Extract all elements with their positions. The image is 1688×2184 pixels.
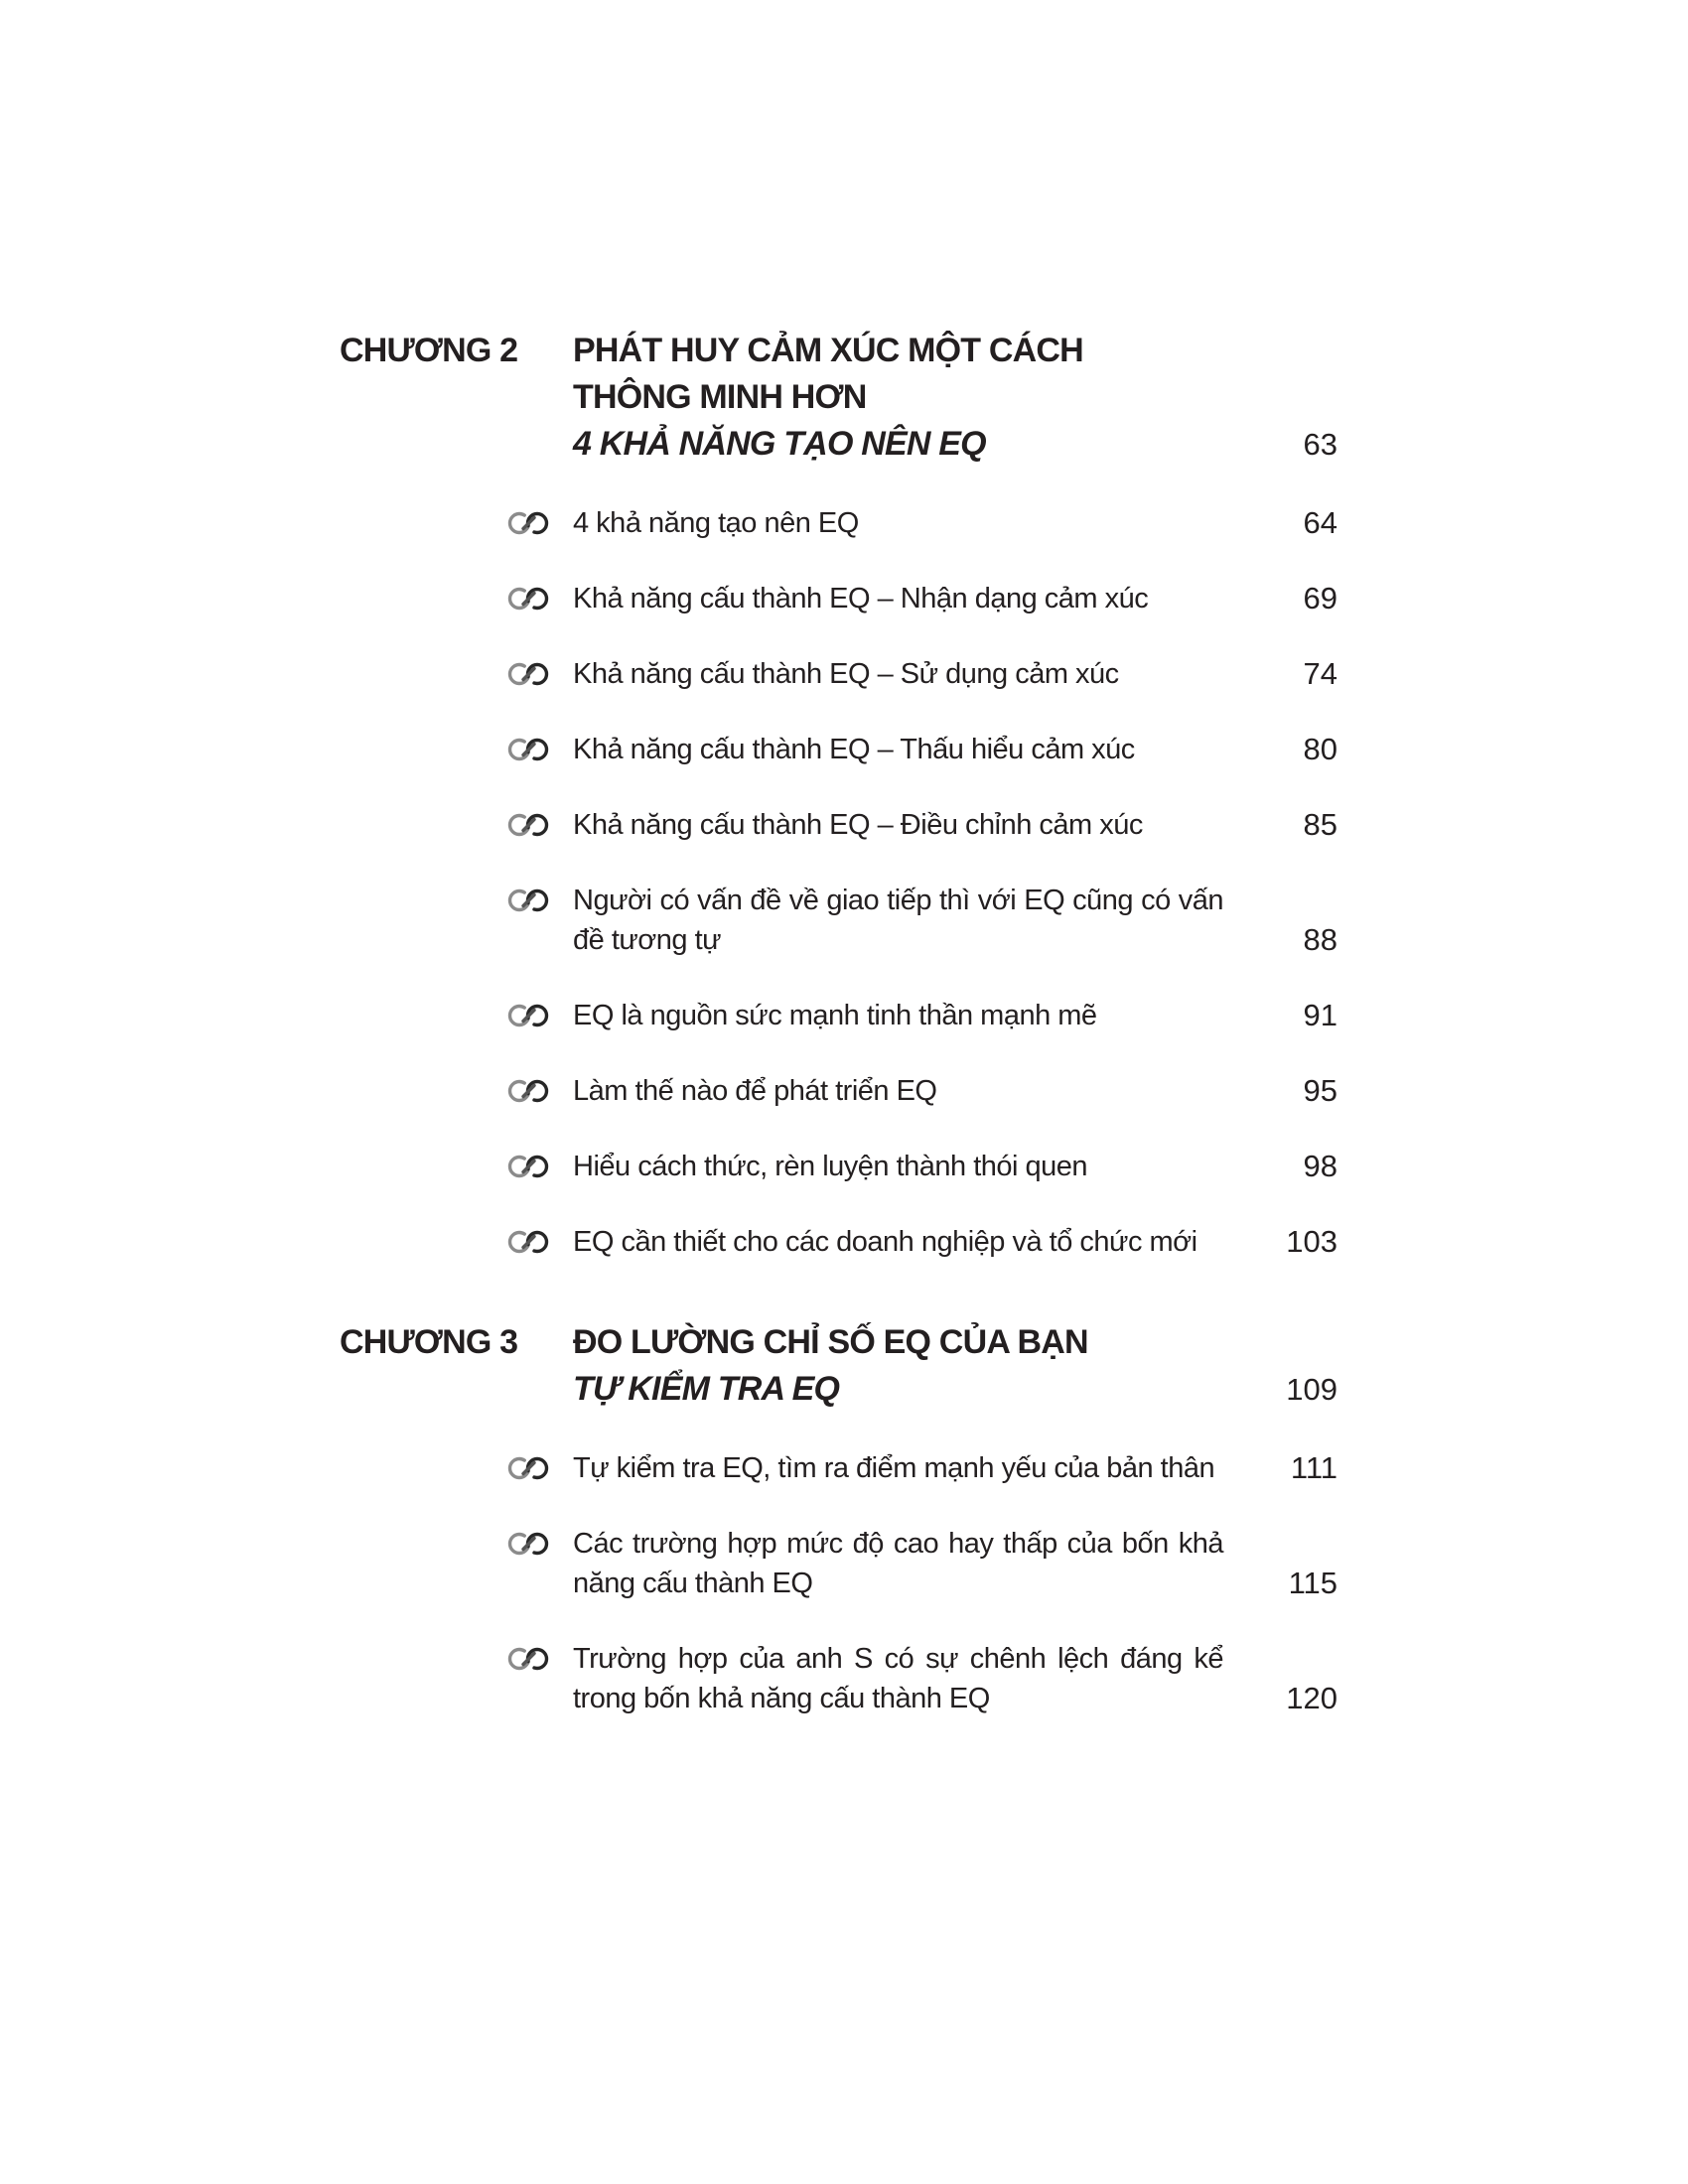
chapter-heading — [340, 1319, 1337, 1413]
toc-item-page-number: 69 — [1303, 581, 1337, 615]
linked-rings-icon — [506, 1645, 552, 1673]
chapter-page-number: 63 — [1303, 427, 1337, 462]
linked-rings-icon — [506, 1077, 552, 1105]
linked-rings-icon — [506, 887, 552, 914]
chapter-title-line: ĐO LƯỜNG CHỈ SỐ EQ CỦA BẠN — [573, 1323, 1088, 1361]
toc-item-title: Khả năng cấu thành EQ – Nhận dạng cảm xúc — [573, 583, 1149, 614]
toc-item-page-number: 103 — [1286, 1224, 1337, 1259]
item-icon-wrap — [506, 1454, 552, 1482]
chapter-label: CHƯƠNG 2 — [340, 332, 518, 369]
linked-rings-icon — [506, 509, 552, 537]
linked-rings-icon — [506, 1454, 552, 1482]
toc-item-title: Hiểu cách thức, rèn luyện thành thói quen — [573, 1151, 1088, 1182]
toc-item-title: EQ cần thiết cho các doanh nghiệp và tổ chức mới — [573, 1226, 1197, 1258]
toc-item-page-number: 120 — [1286, 1681, 1337, 1715]
chapter-subtitle: TỰ KIỂM TRA EQ — [573, 1370, 840, 1408]
toc-item-title: Khả năng cấu thành EQ – Điều chỉnh cảm xúc — [573, 809, 1143, 841]
linked-rings-icon — [506, 736, 552, 763]
linked-rings-icon — [506, 1228, 552, 1256]
toc-item-title: 4 khả năng tạo nên EQ — [573, 507, 859, 539]
item-icon-wrap — [506, 1228, 552, 1256]
chapter-block-3 — [340, 1319, 1337, 1718]
toc-item-row — [340, 1639, 1337, 1718]
linked-rings-icon — [506, 1530, 552, 1558]
item-icon-wrap — [506, 736, 552, 763]
chapter-title-line: THÔNG MINH HƠN — [573, 378, 867, 416]
toc-item-row — [340, 1147, 1337, 1186]
linked-rings-icon — [506, 585, 552, 613]
toc-item-page-number: 91 — [1303, 998, 1337, 1032]
toc-item-page-number: 88 — [1303, 922, 1337, 957]
chapter-title-line: PHÁT HUY CẢM XÚC MỘT CÁCH — [573, 332, 1083, 369]
item-icon-wrap — [506, 1530, 552, 1558]
item-icon-wrap — [506, 1153, 552, 1180]
toc-item-row — [340, 1448, 1337, 1488]
toc-item-page-number: 115 — [1288, 1566, 1337, 1600]
toc-item-title: Trường hợp của anh S có sự chênh lệch đáng kể trong bốn khả năng cấu thành EQ — [573, 1643, 1223, 1714]
toc-item-row — [340, 1524, 1337, 1603]
toc-item-title: Các trường hợp mức độ cao hay thấp của bốn khả năng cấu thành EQ — [573, 1528, 1223, 1599]
chapter-page-number: 109 — [1286, 1372, 1337, 1407]
linked-rings-icon — [506, 1002, 552, 1029]
toc-item-title: Tự kiểm tra EQ, tìm ra điểm mạnh yếu của bản thân — [573, 1452, 1215, 1484]
chapter-heading — [340, 328, 1337, 468]
item-icon-wrap — [506, 1077, 552, 1105]
linked-rings-icon — [506, 811, 552, 839]
toc-item-row — [340, 579, 1337, 618]
item-icon-wrap — [506, 660, 552, 688]
toc-item-row — [340, 730, 1337, 769]
chapter-label: CHƯƠNG 3 — [340, 1323, 518, 1361]
toc-item-row — [340, 1071, 1337, 1111]
toc-item-title: EQ là nguồn sức mạnh tinh thần mạnh mẽ — [573, 1000, 1097, 1031]
toc-item-page-number: 111 — [1290, 1450, 1337, 1485]
toc-item-row — [340, 805, 1337, 845]
chapter-titles — [573, 328, 1223, 468]
toc-item-row — [340, 996, 1337, 1035]
toc-item-title: Khả năng cấu thành EQ – Sử dụng cảm xúc — [573, 658, 1119, 690]
item-icon-wrap — [506, 1002, 552, 1029]
toc-item-title: Người có vấn đề về giao tiếp thì với EQ cũng có vấn đề tương tự — [573, 885, 1223, 956]
toc-item-page-number: 80 — [1303, 732, 1337, 766]
item-icon-wrap — [506, 1645, 552, 1673]
item-icon-wrap — [506, 887, 552, 914]
toc — [340, 328, 1337, 1718]
linked-rings-icon — [506, 660, 552, 688]
toc-item-row — [340, 503, 1337, 543]
toc-item-page-number: 98 — [1303, 1149, 1337, 1183]
chapter-titles — [573, 1319, 1223, 1413]
toc-item-title: Khả năng cấu thành EQ – Thấu hiểu cảm xúc — [573, 734, 1135, 765]
linked-rings-icon — [506, 1153, 552, 1180]
item-icon-wrap — [506, 585, 552, 613]
toc-item-title: Làm thế nào để phát triển EQ — [573, 1075, 937, 1107]
toc-item-page-number: 85 — [1303, 807, 1337, 842]
chapter-subtitle: 4 KHẢ NĂNG TẠO NÊN EQ — [573, 425, 986, 463]
toc-item-row — [340, 881, 1337, 960]
chapter-block-2 — [340, 328, 1337, 1262]
toc-item-page-number: 64 — [1303, 505, 1337, 540]
toc-item-row — [340, 654, 1337, 694]
toc-item-page-number: 74 — [1303, 656, 1337, 691]
item-icon-wrap — [506, 509, 552, 537]
toc-item-row — [340, 1222, 1337, 1262]
item-icon-wrap — [506, 811, 552, 839]
toc-item-page-number: 95 — [1303, 1073, 1337, 1108]
